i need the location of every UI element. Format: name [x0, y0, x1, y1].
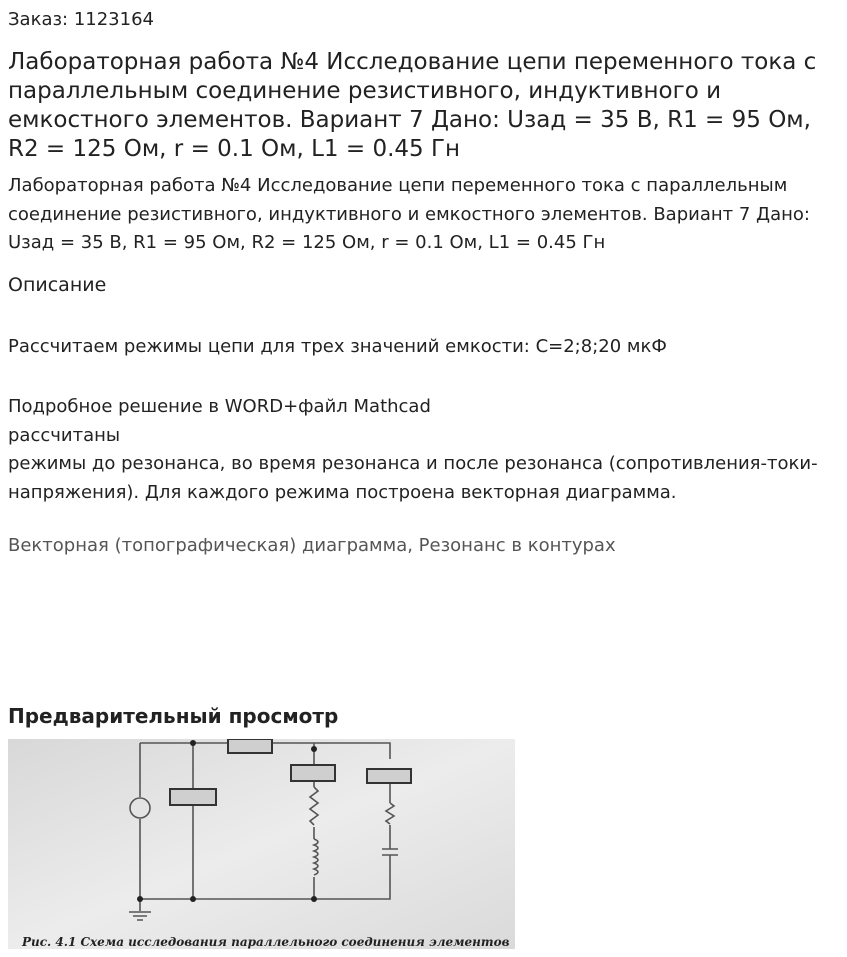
junction-dot — [311, 746, 317, 752]
circuit-schematic — [8, 739, 515, 949]
description-paragraph-1: Рассчитаем режимы цепи для трех значений емкости: C=2;8;20 мкФ — [8, 336, 667, 357]
ammeter-rc — [367, 769, 411, 783]
description-line: рассчитаны — [8, 424, 121, 446]
ammeter-rl — [291, 765, 335, 781]
preview-image[interactable] — [8, 739, 515, 949]
voltmeter — [170, 789, 216, 805]
junction-dot — [311, 896, 317, 902]
description-line: Подробное решение в WORD+файл Mathcad — [8, 396, 431, 417]
junction-dot — [190, 896, 196, 902]
figure-caption: Рис. 4.1 Схема исследования параллельного соединения элементов — [22, 935, 510, 949]
preview-background — [8, 739, 515, 949]
junction-dot — [190, 740, 196, 746]
description-paragraph-2 — [8, 393, 838, 507]
lead-text: Лабораторная работа №4 Исследование цепи переменного тока с параллельным соединение резистивного, индуктивного и емкостного элементов. Вариант 7 Дано: Uзад = 35 В, R1 = 95 Ом, R2 = 125 Ом, r = 0.1 Ом, L1 = 0.45 Гн — [8, 175, 810, 253]
order-number: Заказ: 1123164 — [8, 9, 154, 30]
description-line: режимы до резонанса, во время резонанса и после резонанса (сопротивления-токи-напряжения). Для каждого режима построена векторная диаграмма. — [8, 453, 818, 503]
description-heading: Описание — [8, 274, 107, 296]
ammeter-main — [228, 739, 272, 753]
preview-heading: Предварительный просмотр — [8, 704, 339, 728]
tags-line: Векторная (топографическая) диаграмма, Резонанс в контурах — [8, 535, 616, 556]
junction-dot — [137, 896, 143, 902]
page-title: Лабораторная работа №4 Исследование цепи переменного тока с параллельным соединение резистивного, индуктивного и емкостного элементов. Вариант 7 Дано: Uзад = 35 В, R1 = 95 Ом, R2 = 125 Ом, r = 0.1 Ом, L1 = 0.45 Гн — [8, 49, 817, 162]
